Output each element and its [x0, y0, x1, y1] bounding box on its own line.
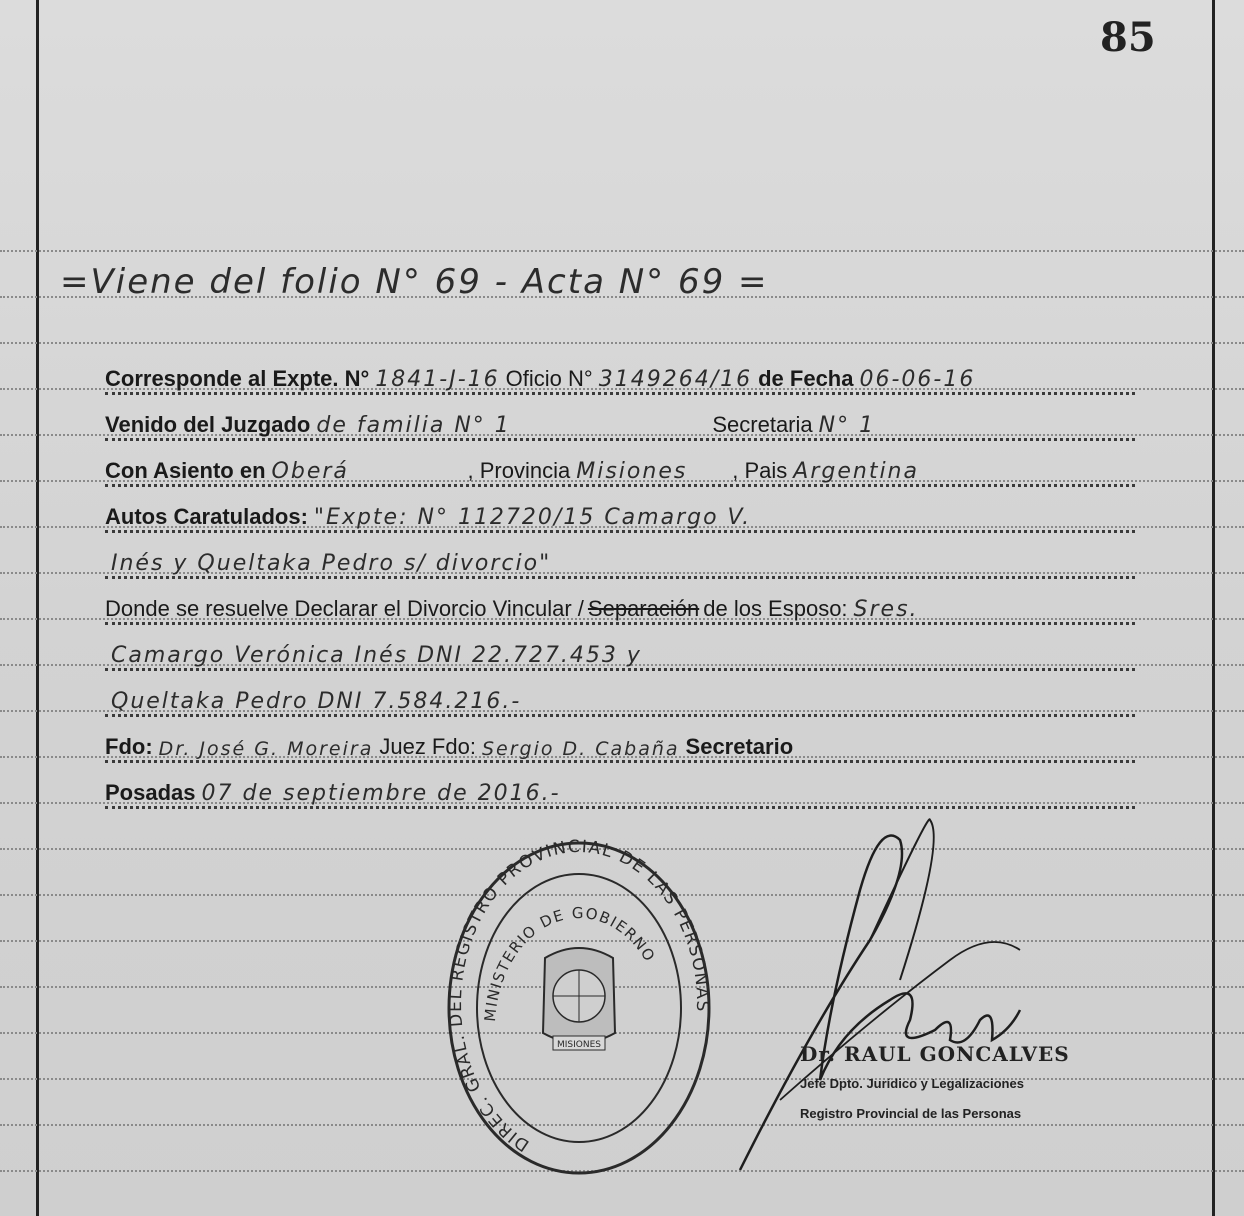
- fecha-value: 06-06-16: [859, 367, 976, 392]
- esposo-line2: Queltaka Pedro DNI 7.584.216.-: [111, 689, 522, 714]
- juzgado-value: de familia N° 1: [316, 413, 511, 438]
- pais-label: , Pais: [732, 458, 788, 483]
- corresponde-label: Corresponde al Expte. N°: [105, 366, 370, 391]
- expte-value: 1841-J-16: [375, 367, 500, 392]
- signatory-name: Dr. RAUL GONCALVES: [800, 1042, 1070, 1066]
- secretaria-label: Secretaria: [712, 412, 813, 437]
- pais-value: Argentina: [793, 459, 919, 484]
- venido-label: Venido del Juzgado: [105, 412, 311, 437]
- form-row-juzgado: [105, 400, 1135, 441]
- esposo-line1: Camargo Verónica Inés DNI 22.727.453 y: [111, 643, 642, 668]
- form-row-firmas: [105, 722, 1135, 763]
- form-row-autos: [105, 492, 1135, 533]
- signatory-org: Registro Provincial de las Personas: [800, 1106, 1022, 1121]
- signatory-title: Jefe Dpto. Jurídico y Legalizaciones: [800, 1076, 1024, 1091]
- juez-label: Juez Fdo:: [379, 734, 476, 759]
- form-row-autos-cont: [105, 538, 1135, 579]
- autos-line1: "Expte: N° 112720/15 Camargo V.: [313, 505, 752, 530]
- posadas-label: Posadas: [105, 780, 196, 805]
- page-number: 85: [1100, 14, 1156, 61]
- oficio-value: 3149264/16: [598, 367, 753, 392]
- header-note: =Viene del folio N° 69 - Acta N° 69 =: [60, 262, 769, 302]
- form-row-asiento: [105, 446, 1135, 487]
- donde-label: Donde se resuelve Declarar el Divorcio Vincular /: [105, 596, 584, 621]
- fdo-label: Fdo:: [105, 734, 153, 759]
- secretario-value: Sergio D. Cabaña: [481, 738, 680, 760]
- asiento-value: Oberá: [271, 459, 349, 484]
- juez-value: Dr. José G. Moreira: [158, 738, 374, 760]
- form-row-esposo-2: [105, 676, 1135, 717]
- provincia-label: , Provincia: [467, 458, 571, 483]
- esposos-label: de los Esposo:: [703, 596, 848, 621]
- seal-outer-text: DIREC. GRAL. DEL REGISTRO PROVINCIAL DE LAS PERSONAS: [446, 838, 713, 1156]
- esposos-prefix: Sres.: [853, 597, 919, 622]
- provincia-value: Misiones: [576, 459, 688, 484]
- secretaria-value: N° 1: [818, 413, 876, 438]
- asiento-label: Con Asiento en: [105, 458, 266, 483]
- oficio-label: Oficio N°: [505, 366, 593, 391]
- official-seal: [445, 838, 713, 1178]
- autos-label: Autos Caratulados:: [105, 504, 308, 529]
- form-row-expte: [105, 354, 1135, 395]
- fecha-label: de Fecha: [758, 366, 854, 391]
- coat-of-arms-icon: [543, 948, 615, 1050]
- posadas-value: 07 de septiembre de 2016.-: [201, 781, 561, 806]
- seal-emblem-label: MISIONES: [556, 1040, 602, 1050]
- form-row-divorcio: [105, 584, 1135, 625]
- autos-line2: Inés y Queltaka Pedro s/ divorcio": [111, 551, 552, 576]
- form-row-esposo-1: [105, 630, 1135, 671]
- secretario-label: Secretario: [685, 734, 794, 759]
- seal-inner-text: MINISTERIO DE GOBIERNO: [481, 903, 660, 1023]
- separacion-struck: Separación: [587, 596, 700, 621]
